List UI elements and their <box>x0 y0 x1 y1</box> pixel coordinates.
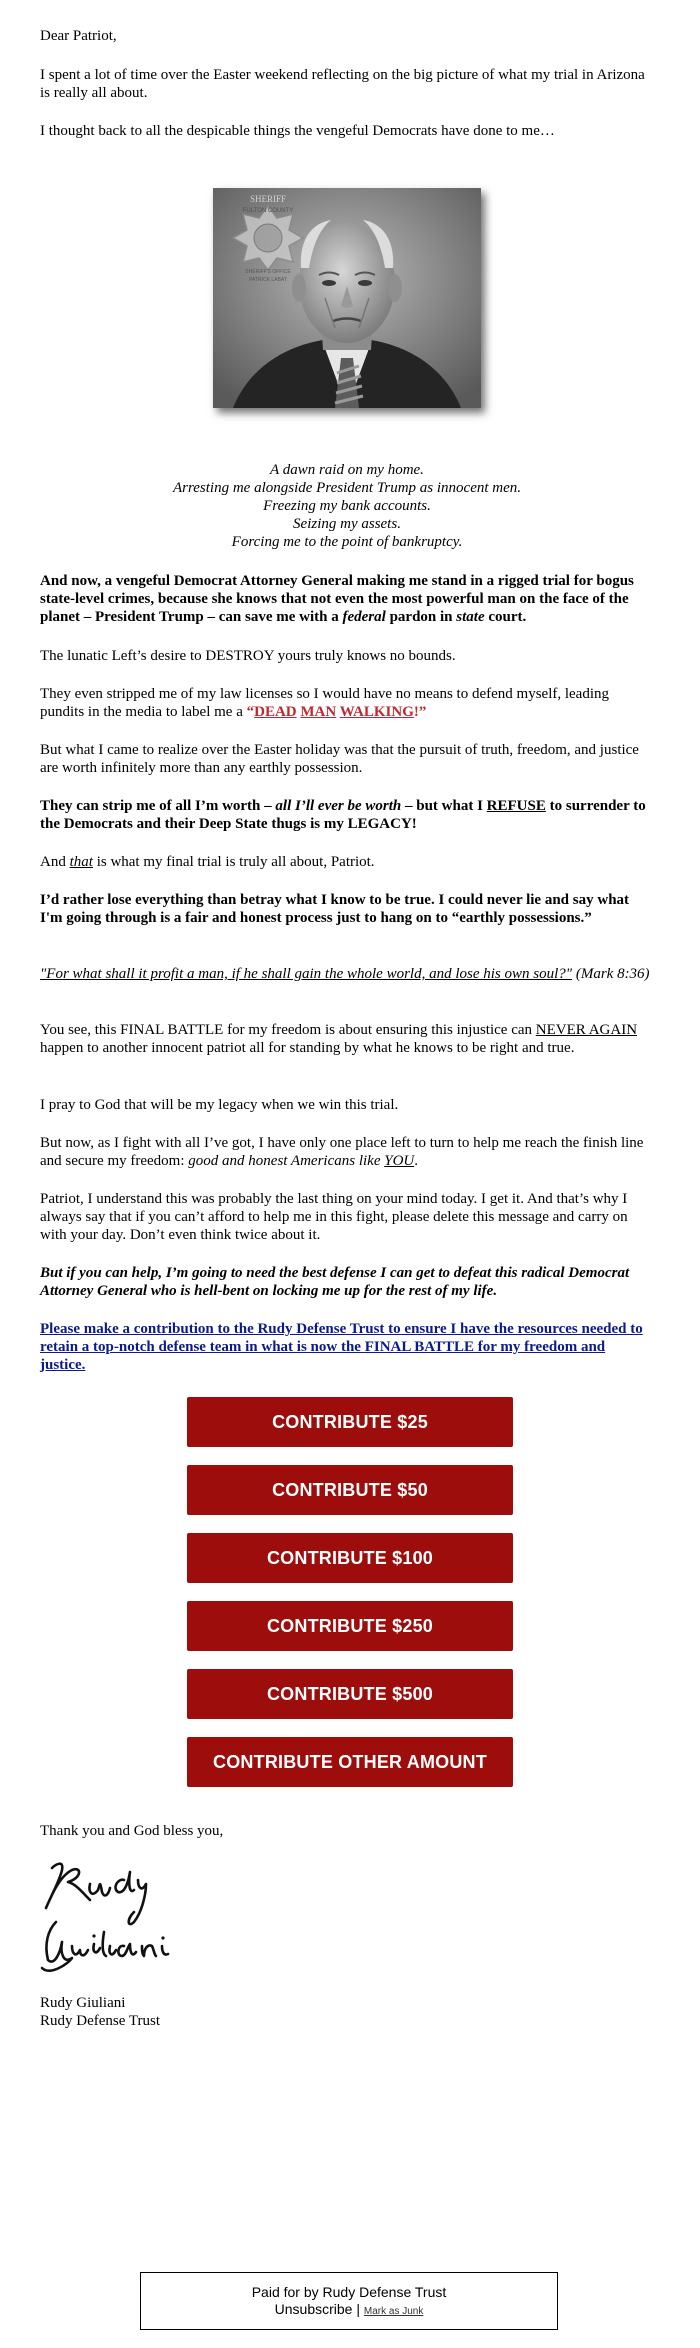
greeting: Dear Patriot, <box>40 28 117 44</box>
signature-dot <box>92 1934 95 1937</box>
unsubscribe-link[interactable]: Unsubscribe <box>274 2301 353 2317</box>
paragraph-law-licenses: They even stripped me of my law licenses so I would have no means to defend myself, leading pundits in the media to label me a “DEAD MAN WALKING!” <box>40 686 610 720</box>
signer-name: Rudy Giuliani <box>40 1995 126 2011</box>
footer-separator: | <box>352 2301 364 2317</box>
mugshot-image <box>213 188 481 408</box>
caption-line: A dawn raid on my home. <box>270 462 424 478</box>
paragraph-final-battle: You see, this FINAL BATTLE for my freedom is about ensuring this injustice can NEVER AGAIN happen to another innocent patriot all for standing by what he knows to be right and true. <box>40 1022 638 1056</box>
mark-as-junk-link[interactable]: Mark as Junk <box>363 2306 424 2317</box>
paragraph-understand: Patriot, I understand this was probably the last thing on your mind today. I get it. And that’s why I always say that if you can’t afford to help me in this fight, please delete this message and carry on with your day. Don’t even think twice about it. <box>40 1191 628 1243</box>
contribution-link[interactable]: Please make a contribution to the Rudy Defense Trust to ensure I have the resources needed to retain a top-notch defense team in what is now the FINAL BATTLE for my freedom and justice. <box>40 1321 643 1373</box>
paragraph-final-trial: And that is what my final trial is truly all about, Patriot. <box>40 854 375 870</box>
svg-text:SHERIFF'S OFFICE: SHERIFF'S OFFICE <box>245 269 291 275</box>
paragraph-pray: I pray to God that will be my legacy when we win this trial. <box>40 1097 399 1113</box>
paragraph-easter-realization: But what I came to realize over the Easter holiday was that the pursuit of truth, freedom, and justice are worth infinitely more than any earthly possession. <box>40 742 639 776</box>
caption-line: Freezing my bank accounts. <box>263 498 431 514</box>
contribute-100-button[interactable]: CONTRIBUTE $100 <box>187 1533 513 1583</box>
paragraph-despicable: I thought back to all the despicable things the vengeful Democrats have done to me… <box>40 123 555 139</box>
paid-for-by: Paid for by Rudy Defense Trust <box>251 2284 447 2300</box>
paragraph-easter: I spent a lot of time over the Easter weekend reflecting on the big picture of what my trial in Arizona is really all about. <box>40 67 645 101</box>
mugshot-photo <box>213 188 481 408</box>
svg-text:FULTON COUNTY: FULTON COUNTY <box>242 208 294 214</box>
contribute-other-amount-button[interactable]: CONTRIBUTE OTHER AMOUNT <box>187 1737 513 1787</box>
svg-text:Rudy Giuliani: Rudy Giuliani <box>38 1850 44 1851</box>
signer-organization: Rudy Defense Trust <box>40 2013 161 2029</box>
caption-line: Forcing me to the point of bankruptcy. <box>231 534 463 550</box>
footer-disclaimer <box>140 2272 558 2330</box>
svg-text:PATRICK LABAT: PATRICK LABAT <box>249 277 287 283</box>
paragraph-best-defense: But if you can help, I’m going to need the best defense I can get to defeat this radical Democrat Attorney General who is hell-bent on locking me up for the rest of my life. <box>40 1265 630 1299</box>
paragraph-legacy: They can strip me of all I’m worth – all I’ll ever be worth – but what I REFUSE to surrender to the Democrats and their Deep State thugs is my LEGACY! <box>40 798 646 832</box>
signature-dot <box>161 1936 164 1939</box>
paragraph-rigged-trial: And now, a vengeful Democrat Attorney General making me stand in a rigged trial for bogus state-level crimes, because she knows that not even the most powerful man on the face of the planet – President Trump – can save me with a federal pardon in state court. <box>40 573 634 625</box>
cta-paragraph <box>40 1320 654 1374</box>
closing-thanks: Thank you and God bless you, <box>40 1823 224 1839</box>
contribute-25-button[interactable]: CONTRIBUTE $25 <box>187 1397 513 1447</box>
signature <box>38 1850 198 1980</box>
svg-text:SHERIFF: SHERIFF <box>249 194 287 204</box>
caption-line: Seizing my assets. <box>293 516 401 532</box>
contribute-250-button[interactable]: CONTRIBUTE $250 <box>187 1601 513 1651</box>
paragraph-rather-lose: I’d rather lose everything than betray what I know to be true. I could never lie and say what I'm going through is a fair and honest process just to hang on to “earthly possessions.” <box>40 892 630 926</box>
contribute-500-button[interactable]: CONTRIBUTE $500 <box>187 1669 513 1719</box>
footer-links <box>141 2301 557 2320</box>
caption-line: Arresting me alongside President Trump as innocent men. <box>172 480 522 496</box>
paragraph-scripture: "For what shall it profit a man, if he shall gain the whole world, and lose his own soul?" (Mark 8:36) <box>40 966 650 982</box>
paragraph-help: But now, as I fight with all I’ve got, I have only one place left to turn to help me reach the finish line and secure my freedom: good and honest Americans like YOU. <box>40 1135 644 1169</box>
paragraph-lunatic-left: The lunatic Left’s desire to DESTROY yours truly knows no bounds. <box>40 648 456 664</box>
photo-caption <box>40 461 654 551</box>
contribute-50-button[interactable]: CONTRIBUTE $50 <box>187 1465 513 1515</box>
